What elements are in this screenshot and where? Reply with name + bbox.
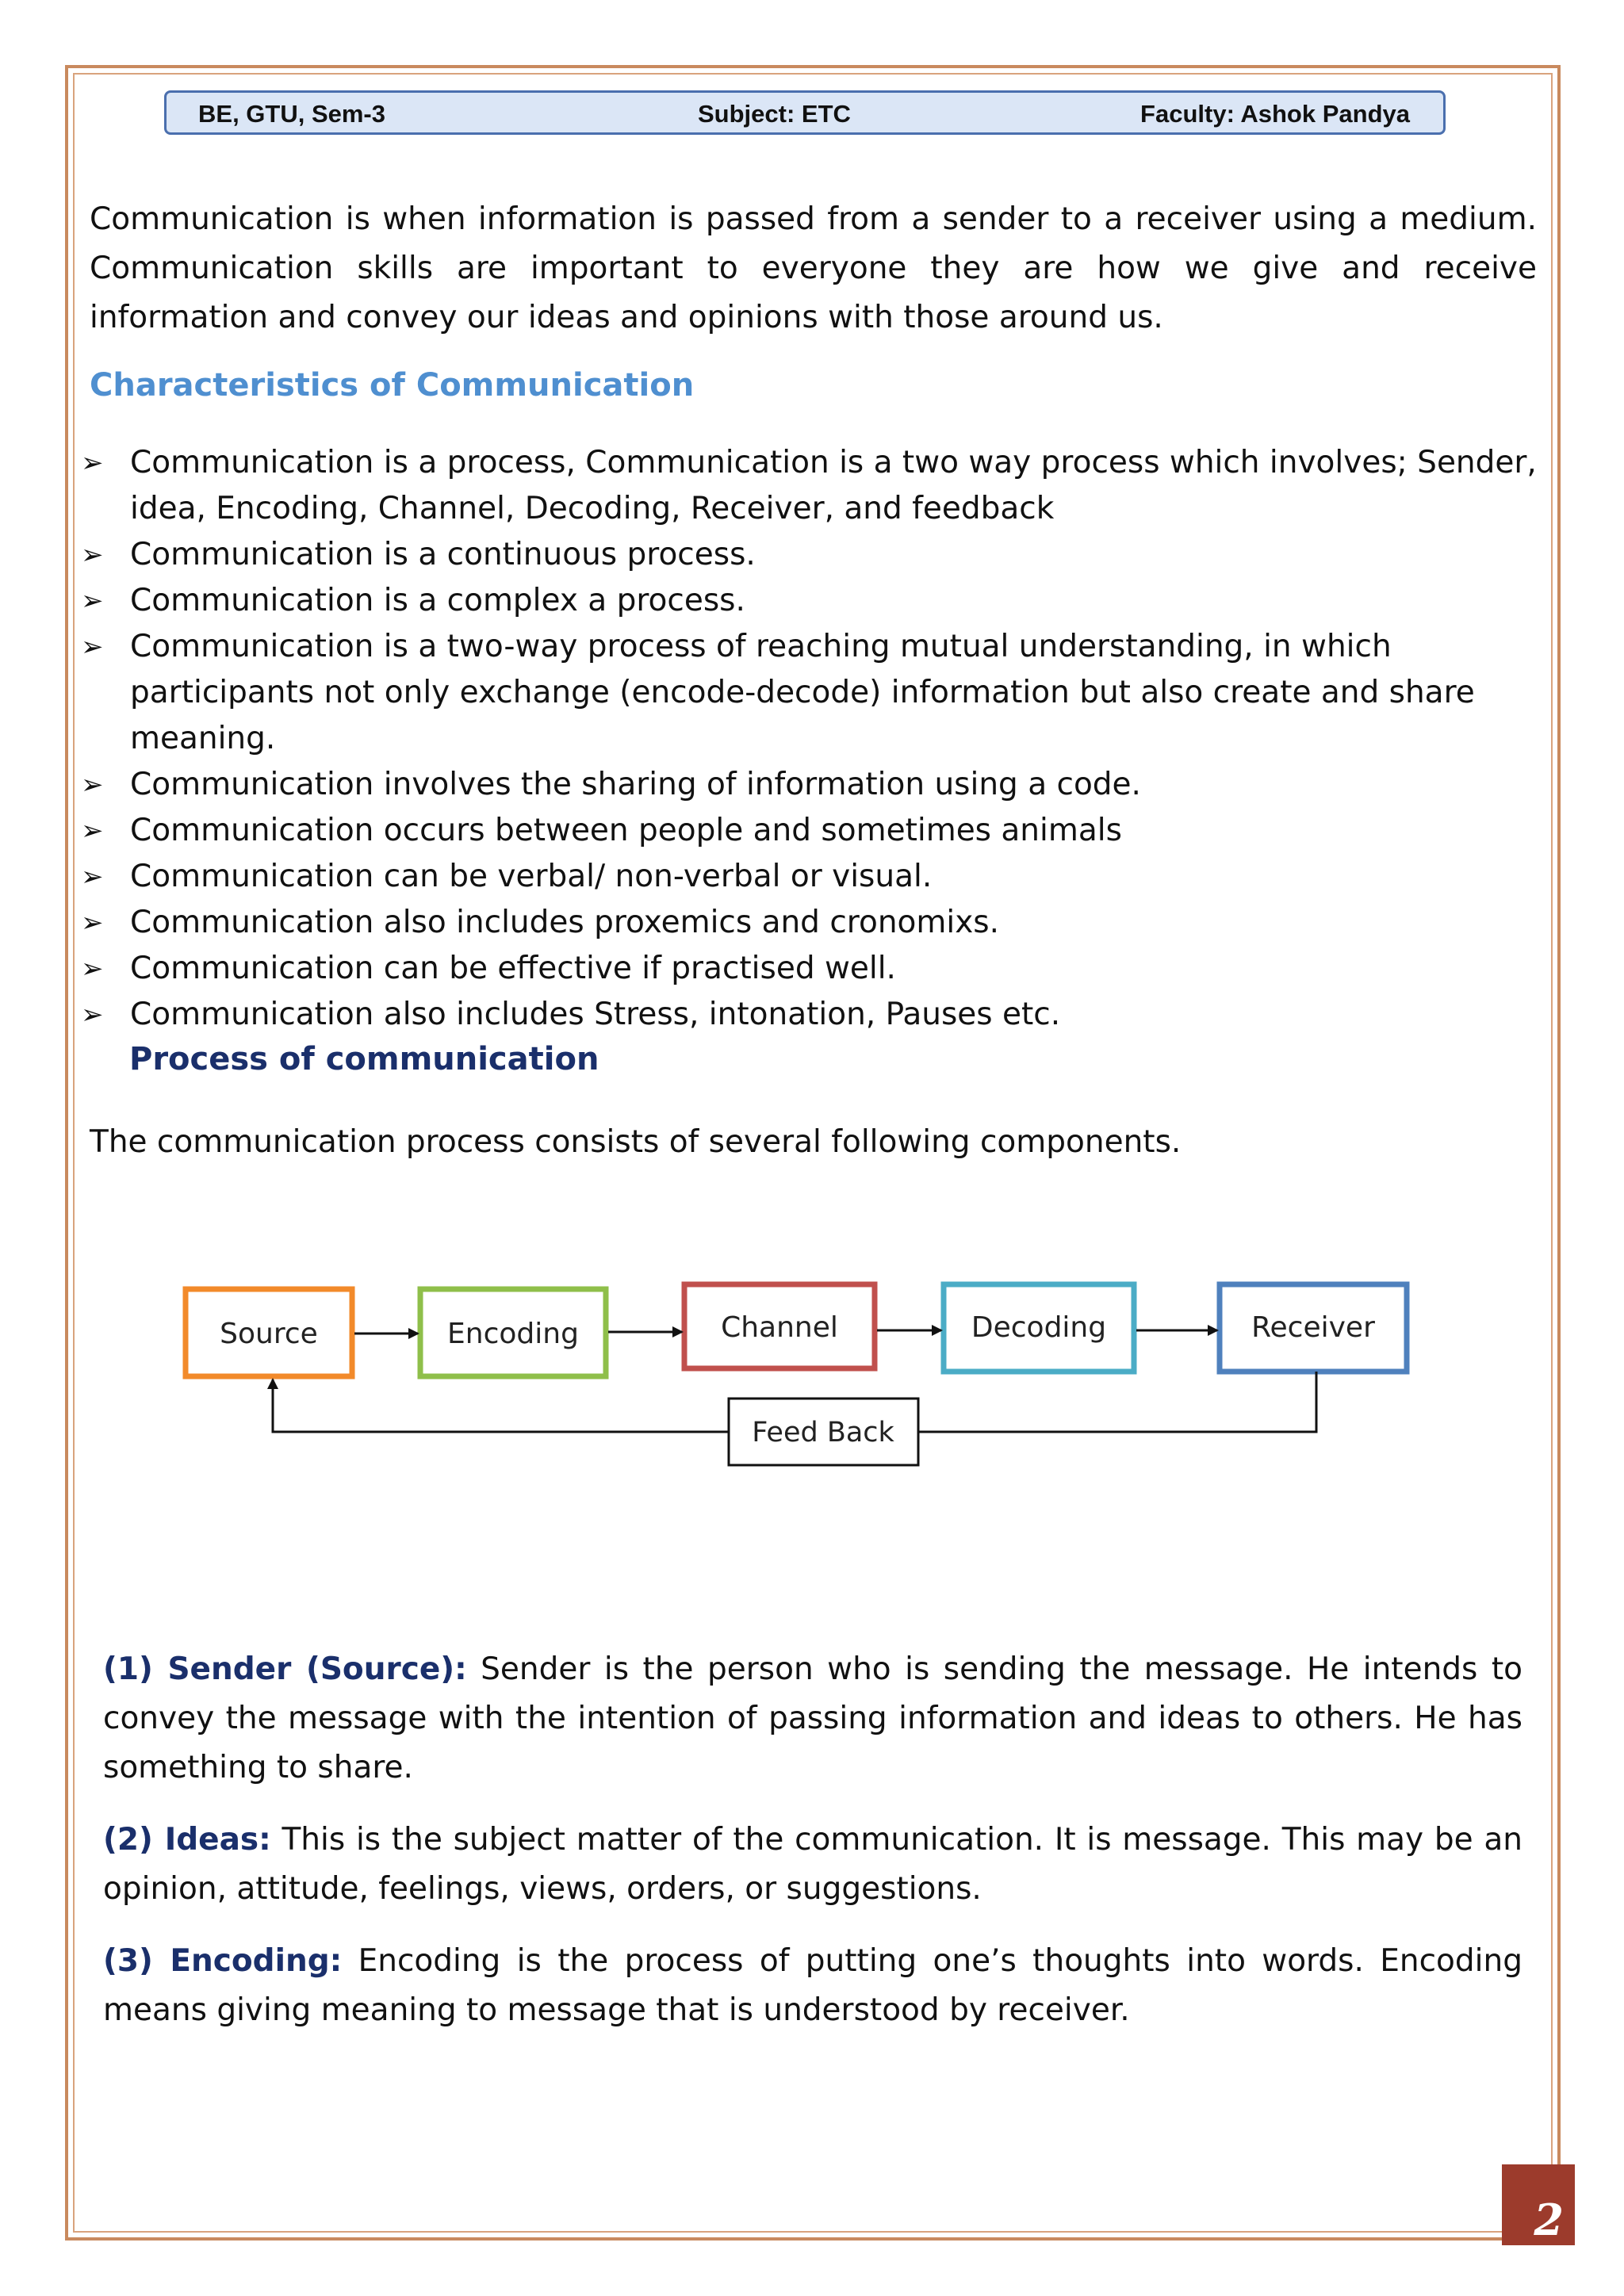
page-number-badge bbox=[1502, 2164, 1575, 2245]
section-label: (1) Sender (Source): bbox=[103, 1651, 467, 1687]
list-item: ➢ Communication also includes Stress, intonation, Pauses etc. bbox=[79, 992, 1540, 1038]
section-sender bbox=[103, 1645, 1522, 1793]
process-heading: Process of communication bbox=[129, 1041, 599, 1077]
section-ideas bbox=[103, 1816, 1522, 1914]
list-item: ➢ Communication can be effective if practised well. bbox=[79, 946, 1540, 992]
node-receiver-label: Receiver bbox=[1251, 1311, 1375, 1344]
section-text: This is the subject matter of the communication. It is message. This may be an opinion, attitude, feelings, views, orders, or suggestions. bbox=[103, 1822, 1523, 1907]
node-encoding-label: Encoding bbox=[447, 1318, 579, 1350]
section-text: Sender is the person who is sending the message. He intends to convey the message with the intention of passing information and ideas to others. He has something to share. bbox=[103, 1651, 1522, 1785]
section-text: Encoding is the process of putting one’s thoughts into words. Encoding means giving meaning to message that is understood by receiver. bbox=[103, 1943, 1522, 2028]
arrow-bullet-icon: ➢ bbox=[81, 861, 104, 893]
list-item: ➢ Communication also includes proxemics and cronomixs. bbox=[79, 900, 1540, 946]
arrow-bullet-icon: ➢ bbox=[81, 769, 104, 801]
list-item: ➢ Communication is a two-way process of reaching mutual understanding, in which participants not only exchange (encode-decode) information but also create and share meaning. bbox=[79, 624, 1540, 762]
arrow-bullet-icon: ➢ bbox=[81, 585, 104, 617]
header-subject: Subject: ETC bbox=[698, 100, 851, 128]
feedback-label: Feed Back bbox=[752, 1417, 894, 1448]
arrow-bullet-icon: ➢ bbox=[81, 631, 104, 663]
header-faculty: Faculty: Ashok Pandya bbox=[1140, 100, 1410, 128]
arrow-bullet-icon: ➢ bbox=[81, 447, 104, 479]
arrow-bullet-icon: ➢ bbox=[81, 953, 104, 985]
page-header bbox=[164, 90, 1446, 135]
list-item: ➢ Communication is a process, Communication is a two way process which involves; Sender, idea, Encoding, Channel, Decoding, Receiver, and feedback bbox=[79, 440, 1540, 532]
process-intro: The communication process consists of several following components. bbox=[90, 1124, 1182, 1160]
list-item: ➢ Communication can be verbal/ non-verbal or visual. bbox=[79, 854, 1540, 900]
arrow-bullet-icon: ➢ bbox=[81, 907, 104, 939]
section-label: (3) Encoding: bbox=[103, 1943, 343, 1979]
arrow-bullet-icon: ➢ bbox=[81, 539, 104, 571]
header-course: BE, GTU, Sem-3 bbox=[198, 100, 385, 128]
section-encoding bbox=[103, 1937, 1522, 2035]
characteristics-list bbox=[79, 440, 1540, 1038]
node-decoding-label: Decoding bbox=[971, 1311, 1107, 1344]
node-source-label: Source bbox=[220, 1318, 318, 1350]
list-item: ➢ Communication occurs between people and sometimes animals bbox=[79, 808, 1540, 854]
section-label: (2) Ideas: bbox=[103, 1822, 271, 1858]
communication-process-diagram bbox=[174, 1261, 1427, 1490]
characteristics-heading: Characteristics of Communication bbox=[90, 367, 695, 404]
feedback-line-right bbox=[918, 1372, 1316, 1432]
list-item: ➢ Communication is a complex a process. bbox=[79, 578, 1540, 624]
list-item: ➢ Communication involves the sharing of information using a code. bbox=[79, 762, 1540, 808]
feedback-line-left bbox=[273, 1380, 729, 1432]
intro-paragraph: Communication is when information is passed from a sender to a receiver using a medium. Communication skills are important to everyone they are how we give and receive information and convey our ideas and opinions with those around us. bbox=[90, 201, 1537, 335]
page-number: 2 bbox=[1534, 2195, 1564, 2245]
list-item: ➢ Communication is a continuous process. bbox=[79, 532, 1540, 578]
arrow-bullet-icon: ➢ bbox=[81, 815, 104, 847]
node-channel-label: Channel bbox=[721, 1311, 838, 1344]
arrow-bullet-icon: ➢ bbox=[81, 999, 104, 1031]
